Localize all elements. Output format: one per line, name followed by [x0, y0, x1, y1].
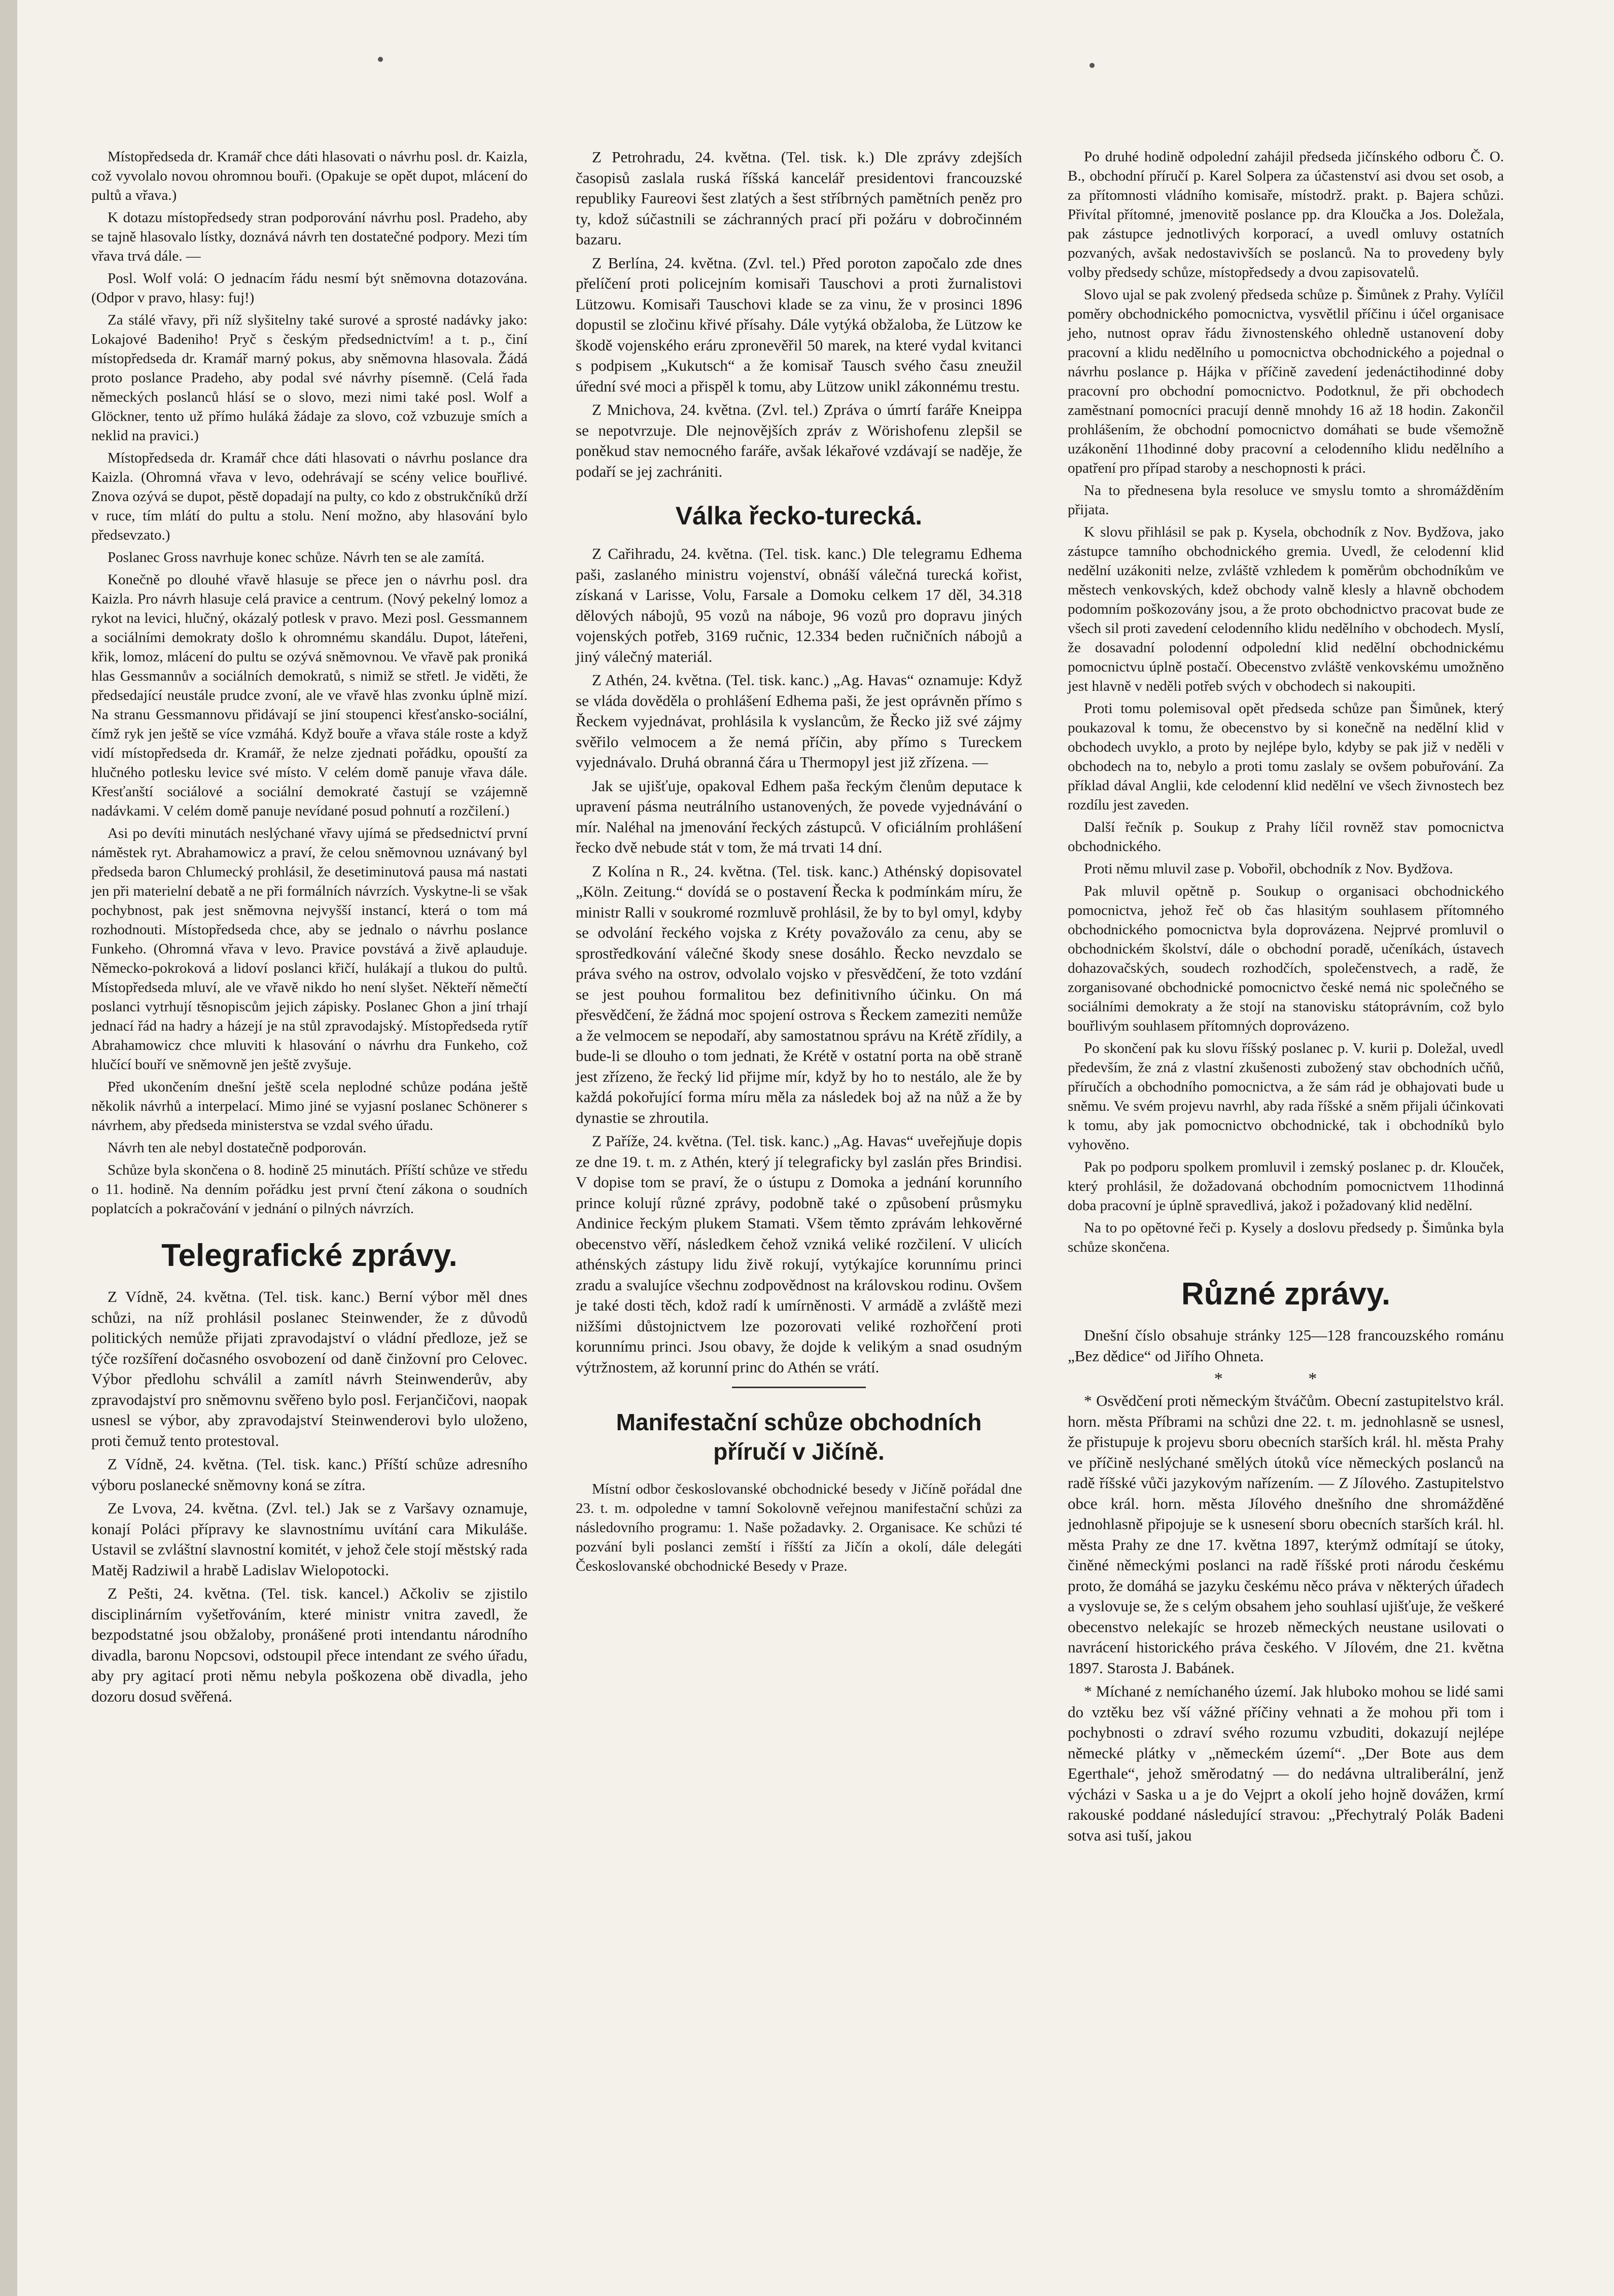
paragraph: Před ukončením dnešní ještě scela neplodné schůze podána ještě několik návrhů a interpelací. Mimo jiné se vyjasní poslanec Schönerer s návrhem, aby předseda ministerstva se vzdal svého úřadu. [91, 1079, 528, 1134]
heading-line: příručí v Jičíně. [713, 1438, 885, 1465]
divider [732, 1387, 866, 1388]
paragraph: Z Berlína, 24. května. (Zvl. tel.) Před poroton započalo zde dnes přelíčení proti policejním komisaři Tauschovi a proti žurnalistovi Lützowu. Komisaři Tauschovi klade se za vinu, že v prosinci 1896 dopustil se zločinu křivé přísahy. Dále vytýká obžaloba, že Lützow ke škodě vojenského eráru zpronevěřil 50 marek, na které vydal kvitanci s podpisem „Kukutsch“ a že komisař Tausch svého času zneužil úřední své moci a přispěl k tomu, aby Lützow unikl zákonnému trestu. [576, 254, 1022, 395]
paragraph: Proti tomu polemisoval opět předseda schůze pan Šimůnek, který poukazoval k tomu, že obecenstvo by si konečně na nedělní klid v obchodech uvyklo, a proto by nejlépe bylo, kdyby se pak již v neděli v obchodech na to, nebylo a proti tomu zaslaly se ovšem pobuřování. Za příklad dával Anglii, kde celodenní klid nedělní ve všech živnostech bez rozdílu jest zaveden. [1068, 700, 1504, 813]
paragraph: Z Pešti, 24. května. (Tel. tisk. kancel.) Ačkoliv se zjistilo disciplinárním vyšetřováním, které ministr vnitra zavedl, že bezpodstatné jsou obžaloby, pronášené proti intendantu národního divadla, baronu Nopcsovi, odstoupil přece intendant ze svého úřadu, aby pry agitací proti němu nebyla poškozena obě divadla, jeho dozoru dosud svěřená. [91, 1584, 528, 1705]
paragraph: Na to přednesena byla resoluce ve smyslu tomto a shromážděním přijata. [1068, 482, 1504, 518]
paragraph: Na to po opětovné řeči p. Kysely a doslovu předsedy p. Šimůnka byla schůze skončena. [1068, 1220, 1504, 1255]
paragraph: Dnešní číslo obsahuje stránky 125—128 francouzského románu „Bez dědice“ od Jiřího Ohneta. [1068, 1326, 1504, 1365]
paragraph: Po druhé hodině odpolední zahájil předseda jičínského odboru Č. O. B., obchodní příručí p. Karel Solpera za účastenství asi dvou set osob, a za přítomnosti vládního komisaře, místodrž. prakt. p. Bajera schůzi. Přivítal přítomné, jmenovitě poslance pp. dra Kloučka a Jos. Doležala, pak zástupce jednotlivých korporací, a uvedl omluvy ostatních pozvaných, avšak nedostavivších se poslanců. Na to provedeny byly volby předsedy schůze, místopředsedy a dvou zapisovatelů. [1068, 149, 1504, 280]
paragraph: K dotazu místopředsedy stran podporování návrhu posl. Pradeho, aby se tajně hlasovalo lístky, doznává návrh ten dostatečné podpory. Mezi tím vřava trvá dále. — [91, 209, 528, 264]
paragraph: * Míchané z nemíchaného území. Jak hluboko mohou se lidé sami do vztěku bez vší vážné příčiny vehnati a že mohou při tom i pochybnosti o zdraví svého rozumu vzbuditi, dokazují nejlépe německé plátky v „německém území“. „Der Bote aus dem Egerthale“, jehož směrodatný — do nedávna ultraliberální, jenž výcházi v Saska u a je do Vejprt a okolí jeho hojně dovážen, krmí rakouské poddané následující stravou: „Přechytralý Polák Badeni sotva asi tuší, jakou [1068, 1682, 1504, 1844]
section-heading-telegraph: Telegrafické zprávy. [161, 1238, 458, 1273]
paragraph: Z Cařihradu, 24. května. (Tel. tisk. kanc.) Dle telegramu Edhema paši, zaslaného ministru vojenství, obnáší válečná turecká kořist, získaná v Larisse, Volu, Farsale a Domoku celkem 17 děl, 34.318 dělových nábojů, 95 vozů na náboje, 96 vozů pro dopravu jiných vojenských potřeb, 3169 ručnic, 12.334 beden ručničních nábojů a jiný válečný materiál. [576, 545, 1022, 665]
paragraph: Schůze byla skončena o 8. hodině 25 minutách. Příští schůze ve středu o 11. hodině. Na denním pořádku jest první čtení zákona o soudních poplatcích a pokračování v jednání o pilných návrzích. [91, 1162, 528, 1217]
heading-line: Manifestační schůze obchodních [616, 1409, 982, 1435]
section-heading-war: Válka řecko-turecká. [675, 502, 923, 530]
paragraph: Místopředseda dr. Kramář chce dáti hlasovati o návrhu posl. dr. Kaizla, což vyvolalo novou ohromnou bouři. (Opakuje se opět dupot, mlácení do pultů a vřava.) [91, 149, 528, 203]
paragraph: Z Mnichova, 24. května. (Zvl. tel.) Zpráva o úmrtí faráře Kneippa se nepotvrzuje. Dle nejnovějších zpráv z Wörishofenu zlepšil se poněkud stav nemocného faráře, avšak lékařové vzdávají se naděje, že podaří se jej zachrániti. [576, 401, 1022, 480]
paragraph: Pak po podporu spolkem promluvil i zemský poslanec p. dr. Klouček, který prohlásil, že dožadovaná obchodním pomocnictvem 11hodinná doba pracovní je úplně spravedlivá, jakož i požadovaný klid nedělní. [1068, 1159, 1504, 1214]
paragraph: Poslanec Gross navrhuje konec schůze. Návrh ten se ale zamítá. [108, 549, 485, 566]
page-edge [0, 0, 17, 2296]
paragraph: Za stálé vřavy, při níž slyšitelny také surové a sprosté nadávky jako: Lokajové Badeniho! Pryč s českým předsednictvím! a t. p., činí místopředseda dr. Kramář marný pokus, aby sněmovna hlasovala. Žádá proto poslance Pradeho, aby podal své návrhy písemně. (Celá řada německých poslanců hlásí se o slovo, mezi nimi také posl. Wolf a Glöckner, tento už přímo huláká žádaje za slovo, což vzbuzuje smích a neklid na pravici.) [91, 312, 528, 444]
paragraph: Místní odbor českoslovanské obchodnické besedy v Jičíně pořádal dne 23. t. m. odpoledne v tamní Sokolovně veřejnou manifestační schůzi za následovního programu: 1. Naše požadavky. 2. Organisace. Ke schůzi té pozvání byli poslanci zemští i říšští za Jičín a okolí, dále delegáti Českoslovanské obchodnické Besedy v Praze. [576, 1481, 1022, 1574]
paragraph: Asi po devíti minutách neslýchané vřavy ujímá se předsednictví první náměstek ryt. Abrahamowicz a praví, že celou sněmovnou uznávaný byl předseda baron Chlumecký prohlásil, že desetiminutová pausa má nastati jen při materielní debatě a ne při formálních návrzích. Vyskytne-li se však pochybnost, pak jest sněmovna nejvyšší instancí, která o tom má rozhodnouti. Místopředseda chce, aby se jednalo o návrhu poslance Funkeho. (Ohromná vřava v levo. Pravice povstává a živě aplauduje. Německo-pokroková a lidoví poslanci křičí, hulákají a tlukou do pultů. Místopředseda mluví, ale ve vřavě nikdo ho není slyšet. Někteří němečtí poslanci vytrhují těsnopiscům jejich zápisky. Poslanec Ghon a jiní trhají jednací řád na hadry a házejí je na stůl zpravodajský. Místopředseda rytíř Abrahamowicz chce mluviti k hlasování o návrhu dra Funkeho, což hlučící bouří ve sněmovně jen ještě zvyšuje. [91, 825, 528, 1073]
separator-stars: * * [1214, 1369, 1358, 1388]
paragraph: Konečně po dlouhé vřavě hlasuje se přece jen o návrhu posl. dra Kaizla. Pro návrh hlasuje celá pravice a centrum. (Nový pekelný lomoz a rykot na levici, hlučný, okázalý potlesk v pravo. Mezi posl. Gessmannem a sociálními demokraty došlo k ohromnému skandálu. Dupot, láteřeni, křik, lomoz, mlácení do pultu se ozývá sněmovnou. Ve vřavě pak proniká hlas Gessmannův a sociálních demokratů, s nimiž se střetl. Je viděti, že předsedající neustále prudce zvoní, ale ve vřavě hlas zvonku úplně mizí. Na stranu Gessmannovu přidávají se jiní stoupenci křesťansko-sociální, čímž ryk jen ještě se více vzmáhá. Když bouře a vřava stále roste a když vidí místopředseda dr. Kramář, že nelze zjednati pořádku, opouští za hlučného potlesku levice své místo. V celém domě panuje vřava dále. Křesťanští sociálové a sociální demokraté častují se vzájemně nadávkami. V celém domě panuje nevídané posud pohnutí a rozčilení.) [91, 572, 528, 819]
paragraph: Z Vídně, 24. května. (Tel. tisk. kanc.) Berní výbor měl dnes schůzi, na níž prohlásil poslanec Steinwender, že z důvodů politických nemůže přijati zpravodajství o vládní předloze, jež se týče rozšíření dočasného osvobození od daně činžovní pro Celovec. Výbor předlohu schválil a zamítl návrh Steinwenderův, aby zpravodajství pro sněmovnu svěřeno bylo posl. Ferjančičovi, naopak usnesl se výbor, aby zpravodajství Steinwenderovi bylo uloženo, proti čemuž tento protestoval. [91, 1288, 528, 1450]
paragraph: Slovo ujal se pak zvolený předseda schůze p. Šimůnek z Prahy. Vylíčil poměry obchodnického pomocnictva, vysvětlil příčinu i účel organisace jeho, nutnost oprav řádu živnostenského ohledně ustanovení doby pracovní a klidu nedělního u pomocnictva obchodnického a pojednal o návrhu poslance p. Hájka v příčině zavedení jedenáctihodinné doby pracovní pro obchodní pomocnictvo. Podotknul, že při obchodech zaměstnaní pomocníci pracují denně mnohdy 16 až 18 hodin. Zakončil prohlášením, že obchodní pomocnictvo domáhati se bude všemožně uzákonění 11hodinné doby pracovní a celodenního klidu nedělního a opatření pro případ staroby a neschopnosti k práci. [1068, 287, 1504, 476]
section-heading-news: Různé zprávy. [1181, 1277, 1391, 1312]
paragraph: K slovu přihlásil se pak p. Kysela, obchodník z Nov. Bydžova, jako zástupce tamního obchodnického gremia. Uvedl, že celodenní klid nedělní uzákoniti nelze, zvláště vzhledem k poměrům obchodníkům ve městech venkovských, kdež obchody valně klesly a hlavně obchodem podomním poškozovány jsou, a že proto obchodnictvo pracovat bude ze všech sil proti zavedení celodenního klidu nedělního v obchodech. Myslí, že dosavadní polodenní odpolední klid nedělní obchodnickému pomocnictvu úplně postačí. Obecenstvo zvláště venkovskému umožněno jest hlavně v neděli potřeb svých v obchodech si nakoupiti. [1068, 524, 1504, 694]
paragraph: Z Kolína n R., 24. května. (Tel. tisk. kanc.) Athénský dopisovatel „Köln. Zeitung.“ dovídá se o postavení Řecka k podmínkám míru, že ministr Ralli v soukromé rozmluvě prohlásil, že by to byl omyl, kdyby se odvolání řeckého vojska z Kréty považoválo za cenu, aby se sprostředkování válečné škody snese dosáhlo. Řecko nevzdalo se práva svého na ostrov, odvolalo vojsko v přesvědčení, že toto vzdání se jest pouhou formalitou bez definitivního účinku. On má přesvědčení, že žádná moc spojení ostrova s Řeckem zameziti nemůže a že velmocem se nepodaří, aby samostatnou správu na Krétě zřídily, a bude-li se dlouho o tom jednati, že Krétě v ostatní porta na obě straně jest zřízeno, že řecký lid přijme mír, když by ho to nestálo, ale že by každá pokořující forma míru měla za následek boj až na nůž a že by dynastie se zhroutila. [576, 862, 1022, 1126]
paragraph: Z Paříže, 24. května. (Tel. tisk. kanc.) „Ag. Havas“ uveřejňuje dopis ze dne 19. t. m. z Athén, který jí telegraficky byl zaslán přes Brindisi. V dopise tom se praví, že o ústupu z Domoka a jednání korunního prince kolují různé zprávy, podobně také o způsobení průsmyku Andinice řeckým plukem Stamati. Všem těmto zprávám lehkověrné obecenstvo věří, následkem čehož vzniká veliké rozčilení. V ulicích athénských zástupy lidu živě rokují, vytýkajíce korunnímu princi zradu a svalujíce všechnu zodpovědnost na královskou rodinu. Ovšem je také dosti těch, kdož radí k umírněnosti. V armádě a zvláště mezi nižšími důstojnictvem lze pozorovati veliké rozhořčení proti korunnímu princi. Jsou obavy, že dojde k velikým a snad osudným výtržnostem, až korunní princ do Athén se vrátí. [576, 1132, 1022, 1376]
section-heading-manifest [576, 1407, 1022, 1466]
speck [1090, 63, 1095, 68]
paragraph: * Osvědčení proti německým štváčům. Obecní zastupitelstvo král. horn. města Příbrami na schůzi dne 22. t. m. jednohlasně se usnesl, že přistupuje k projevu sboru obecních starších král. hl. města Prahy ve příčině neslýchané smělých útoků více německých poslanců na radě říšské vůči jazykovým nařízením. — Z Jílového. Zastupitelstvo obce král. horn. města Jílového dnešního dne shromážděné jednohlasně připojuje se k usnesení sboru obecních starších král. hl. města Prahy ze dne 17. května 1897, kterýmž odmítají se útoky, činěné německými poslanci na radě říšské proti národu českému proto, že domáhá se jazyku českému něco práva v některých úřadech a vyslovuje se, že s celým obsahem jeho souhlasí ujišťuje, že veškeré obecenstvo nelekajíc se hrozeb německých neustane usilovati o navrácení historického práva českého. V Jílovém, dne 21. května 1897. Starosta J. Babánek. [1068, 1392, 1504, 1677]
paragraph: Ze Lvova, 24. května. (Zvl. tel.) Jak se z Varšavy oznamuje, konají Poláci přípravy ke slavnostnímu uvítání cara Mikuláše. Ustavil se zvláštní slavnostní komitét, v jehož čele stojí městský rada Matěj Radziwil a hrabě Ladislav Wielopotocki. [91, 1499, 528, 1579]
paragraph: Pak mluvil opětně p. Soukup o organisaci obchodnického pomocnictva, jehož řeč ob čas hlasitým souhlasem přítomného obchodnického pomocnictva byla doprovázena. Nejprvé promluvil o obchodnickém školství, dále o obchodní poradě, učeníkách, ústavech dohazovačských, soudech rozhodčích, společenstvech, a radě, že zorganisované obchodnické pomocnictvo české nemá nic společného se sociálními demokraty a že stojí na stanovisku státoprávním, což bylo bouřlivým souhlasem přítomných doprovázeno. [1068, 883, 1504, 1034]
paragraph: Posl. Wolf volá: O jednacím řádu nesmí být sněmovna dotazována. (Odpor v pravo, hlasy: fuj!) [91, 270, 528, 306]
paragraph: Proti němu mluvil zase p. Vobořil, obchodník z Nov. Bydžova. [1084, 861, 1453, 877]
paragraph: Z Petrohradu, 24. května. (Tel. tisk. k.) Dle zprávy zdejších časopisů zaslala ruská říšská kancelář presidentovi francouzské republiky Faureovi šest zlatých a šest stříbrných pamětních peněz pro ty, kdož súčastnili se záchranných prací při požáru v dobročinném bazaru. [576, 148, 1022, 248]
paragraph: Z Vídně, 24. května. (Tel. tisk. kanc.) Příští schůze adresního výboru poslanecké sněmovny koná se zítra. [91, 1455, 528, 1494]
column-right [1068, 147, 1504, 1849]
paragraph: Jak se ujišťuje, opakoval Edhem paša řeckým členům deputace k upravení pásma neutrálního ustanovených, že povede vyjednávání o mír. Naléhal na jmenování řeckých zástupců. V oficiálním prohlášení řecko dvě nebude stát v tom, že má trvati 14 dní. [576, 776, 1022, 856]
column-left [91, 147, 528, 1710]
paragraph: Návrh ten ale nebyl dostatečně podporován. [108, 1140, 367, 1156]
paragraph: Po skončení pak ku slovu říšský poslanec p. V. kurii p. Doležal, uvedl především, že zná z vlastní zkušenosti zubožený stav obchodních učňů, příručích a obchodního pomocnictva, a že sám rád je obhajovati bude u sněmu. Ve svém projevu navrhl, aby rada říšské a sněm přijali účinkovati k tomu, aby jak pomocnictvo obchodnické, tak i obchodníků bylo vyhověno. [1068, 1040, 1504, 1153]
paragraph: Další řečník p. Soukup z Prahy líčil rovněž stav pomocnictva obchodnického. [1068, 819, 1504, 855]
speck [378, 57, 383, 62]
column-middle [576, 147, 1022, 1579]
paragraph: Z Athén, 24. května. (Tel. tisk. kanc.) „Ag. Havas“ oznamuje: Když se vláda dověděla o prohlášení Edhema paši, že jest oprávněn přímo s Řeckem vyjednávat, prohlásila k vyslancům, že Řecko již své zájmy svěřilo velmocem a že nemá příčin, aby přímo s Tureckem vyjednávalo. Druhá obranná čára u Thermopyl jest již zřízena. — [576, 671, 1022, 771]
paragraph: Místopředseda dr. Kramář chce dáti hlasovati o návrhu poslance dra Kaizla. (Ohromná vřava v levo, odehrávají se scény velice bouřlivé. Znova ozývá se dupot, pěstě dopadají na pulty, co kdo z obstrukčníků drží v ruce, tím mlátí do pultu a stolu. Není možno, aby hlasování bylo předsevzato.) [91, 450, 528, 543]
